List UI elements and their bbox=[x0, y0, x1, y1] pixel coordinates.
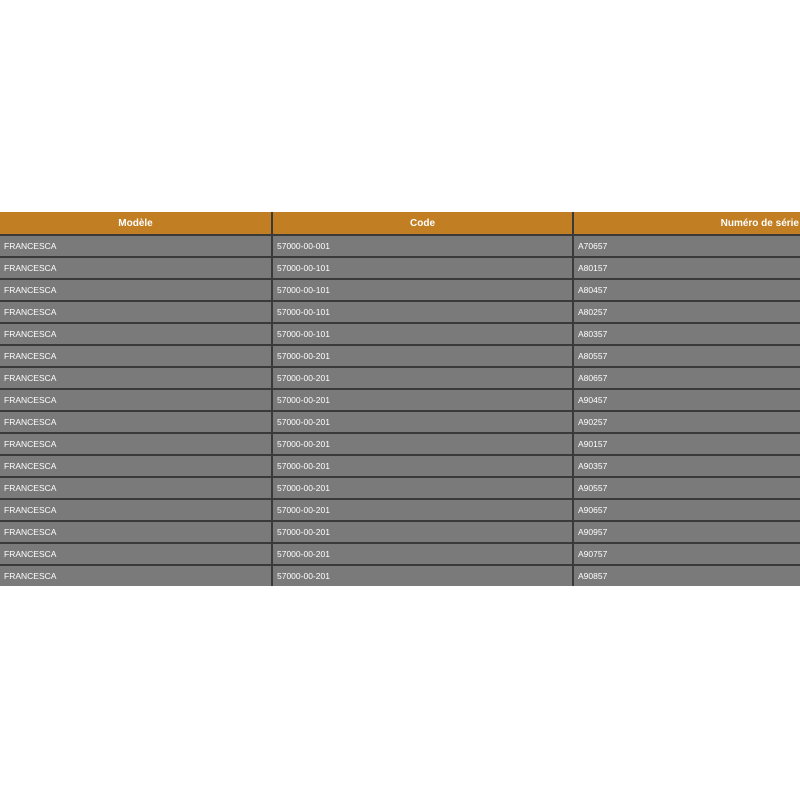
cell-serial-number: A90157 bbox=[574, 434, 800, 456]
column-header-model: Modèle bbox=[0, 212, 273, 236]
table-header bbox=[0, 212, 800, 236]
cell-code: 57000-00-201 bbox=[273, 368, 574, 390]
table-row bbox=[0, 346, 800, 368]
table-row bbox=[0, 434, 800, 456]
header-row bbox=[0, 212, 800, 236]
table-row bbox=[0, 500, 800, 522]
cell-serial-number: A90257 bbox=[574, 412, 800, 434]
cell-serial-number: A80157 bbox=[574, 258, 800, 280]
table-row bbox=[0, 566, 800, 586]
cell-serial-number: A80357 bbox=[574, 324, 800, 346]
table-row bbox=[0, 522, 800, 544]
cell-serial-number: A90557 bbox=[574, 478, 800, 500]
cell-serial-number: A80257 bbox=[574, 302, 800, 324]
cell-code: 57000-00-201 bbox=[273, 346, 574, 368]
cell-serial-number: A80457 bbox=[574, 280, 800, 302]
table-row bbox=[0, 412, 800, 434]
table-row bbox=[0, 390, 800, 412]
table-row bbox=[0, 280, 800, 302]
cell-model: FRANCESCA bbox=[0, 346, 273, 368]
cell-code: 57000-00-201 bbox=[273, 412, 574, 434]
cell-model: FRANCESCA bbox=[0, 280, 273, 302]
table-row bbox=[0, 302, 800, 324]
cell-code: 57000-00-101 bbox=[273, 324, 574, 346]
cell-code: 57000-00-101 bbox=[273, 280, 574, 302]
cell-model: FRANCESCA bbox=[0, 500, 273, 522]
cell-code: 57000-00-101 bbox=[273, 258, 574, 280]
cell-serial-number: A80557 bbox=[574, 346, 800, 368]
cell-serial-number: A90857 bbox=[574, 566, 800, 586]
table-row bbox=[0, 478, 800, 500]
cell-model: FRANCESCA bbox=[0, 412, 273, 434]
table-row bbox=[0, 368, 800, 390]
cell-serial-number: A90757 bbox=[574, 544, 800, 566]
cell-serial-number: A90657 bbox=[574, 500, 800, 522]
cell-model: FRANCESCA bbox=[0, 544, 273, 566]
cell-code: 57000-00-201 bbox=[273, 566, 574, 586]
table-row bbox=[0, 236, 800, 258]
cell-code: 57000-00-201 bbox=[273, 500, 574, 522]
cell-code: 57000-00-201 bbox=[273, 544, 574, 566]
cell-model: FRANCESCA bbox=[0, 456, 273, 478]
cell-model: FRANCESCA bbox=[0, 434, 273, 456]
cell-model: FRANCESCA bbox=[0, 478, 273, 500]
table-row bbox=[0, 258, 800, 280]
column-header-serial-number: Numéro de série bbox=[574, 212, 800, 236]
cell-model: FRANCESCA bbox=[0, 368, 273, 390]
cell-code: 57000-00-201 bbox=[273, 390, 574, 412]
cell-model: FRANCESCA bbox=[0, 302, 273, 324]
column-header-code: Code bbox=[273, 212, 574, 236]
cell-code: 57000-00-101 bbox=[273, 302, 574, 324]
cell-serial-number: A90457 bbox=[574, 390, 800, 412]
cell-model: FRANCESCA bbox=[0, 566, 273, 586]
table-body bbox=[0, 236, 800, 586]
cell-serial-number: A70657 bbox=[574, 236, 800, 258]
cell-model: FRANCESCA bbox=[0, 390, 273, 412]
cell-serial-number: A80657 bbox=[574, 368, 800, 390]
cell-code: 57000-00-001 bbox=[273, 236, 574, 258]
cell-model: FRANCESCA bbox=[0, 522, 273, 544]
serial-number-table bbox=[0, 212, 800, 586]
table-row bbox=[0, 544, 800, 566]
cell-code: 57000-00-201 bbox=[273, 522, 574, 544]
cell-model: FRANCESCA bbox=[0, 258, 273, 280]
table-row bbox=[0, 456, 800, 478]
table-row bbox=[0, 324, 800, 346]
cell-serial-number: A90357 bbox=[574, 456, 800, 478]
cell-model: FRANCESCA bbox=[0, 236, 273, 258]
cell-code: 57000-00-201 bbox=[273, 456, 574, 478]
cell-code: 57000-00-201 bbox=[273, 434, 574, 456]
cell-code: 57000-00-201 bbox=[273, 478, 574, 500]
cell-serial-number: A90957 bbox=[574, 522, 800, 544]
cell-model: FRANCESCA bbox=[0, 324, 273, 346]
